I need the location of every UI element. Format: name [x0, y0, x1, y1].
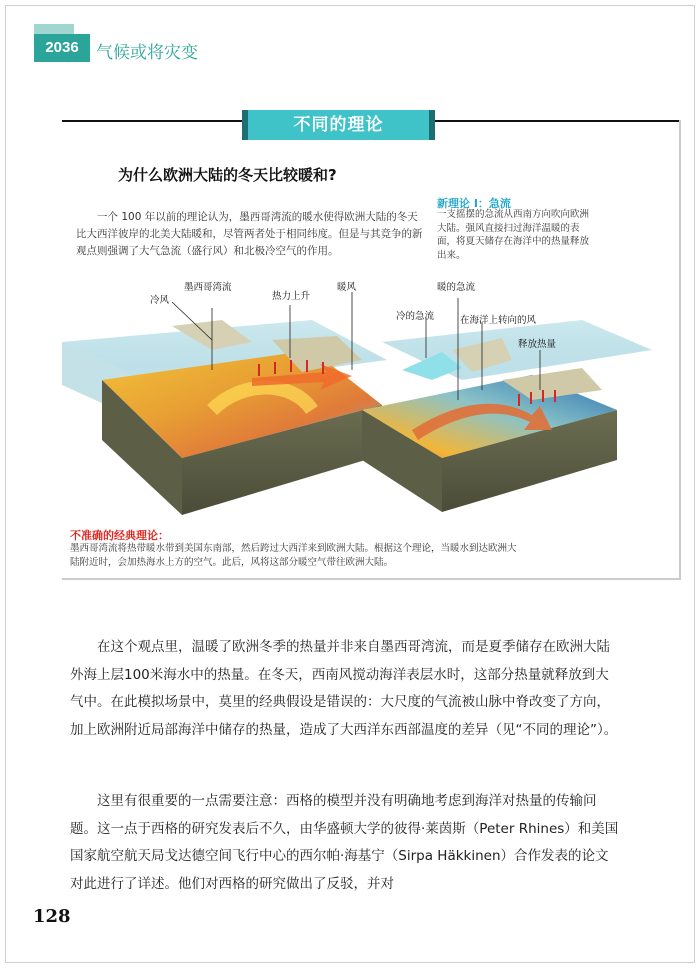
header-tab	[34, 24, 74, 34]
new-theory-title: 新理论 I：急流	[437, 197, 511, 210]
old-theory-text: 墨西哥湾流将热带暖水带到美国东南部，然后跨过大西洋来到欧洲大陆。根据这个理论，当暖水到达欧洲大陆附近时，会加热海水上方的空气。此后，风将这部分暖空气带往欧洲大陆。	[70, 543, 517, 568]
label-warm-wind: 暖风	[337, 282, 357, 293]
label-turning-wind: 在海洋上转向的风	[460, 315, 537, 326]
old-theory-title: 不准确的经典理论：	[70, 529, 169, 542]
left-block	[62, 292, 387, 515]
ocean-diagram-svg	[62, 280, 680, 520]
label-heat-rise: 热力上升	[272, 291, 311, 302]
body-paragraph-2: 这里有很重要的一点需要注意：西格的模型并没有明确地考虑到海洋对热量的传输问题。这一点于西格的研究发表后不久，由华盛顿大学的彼得·莱茵斯（Peter Rhines）和美国国家航空航天局戈达德空间飞行中心的西尔帕·海基宁（Sirpa Häkkinen）合作发表的论文对此进行了详述。他们对西格的研究做出了反驳，并对	[70, 793, 619, 892]
label-cold-jet: 冷的急流	[396, 311, 435, 322]
chapter-year: 2036	[34, 34, 90, 62]
ocean-diagram	[62, 280, 680, 520]
page-number: 128	[33, 906, 71, 927]
figure-shadow-bottom	[62, 578, 680, 580]
label-warm-jet: 暖的急流	[437, 282, 476, 293]
label-release-heat: 释放热量	[518, 339, 557, 350]
figure-question: 为什么欧洲大陆的冬天比较暖和?	[118, 166, 337, 184]
new-theory-text: 一支摇摆的急流从西南方向吹向欧洲大陆。强风直接扫过海洋温暖的表面，将夏天储存在海洋中的热量释放出来。	[437, 209, 590, 261]
label-cold-wind: 冷风	[150, 295, 170, 306]
chapter-title: 气候或将灾变	[96, 43, 198, 63]
label-gulf-stream: 墨西哥湾流	[184, 282, 232, 293]
right-block	[362, 298, 652, 512]
body-paragraph-1: 在这个观点里，温暖了欧洲冬季的热量并非来自墨西哥湾流，而是夏季储存在欧洲大陆外海上层100米海水中的热量。在冬天，西南风搅动海洋表层水时，这部分热量就释放到大气中。在此模拟场景中，莫里的经典假设是错误的：大尺度的气流被山脉中脊改变了方向，加上欧洲附近局部海洋中储存的热量，造成了大西洋东西部温度的差异（见“不同的理论”）。	[70, 639, 618, 738]
figure-intro: 一个 100 年以前的理论认为，墨西哥湾流的暖水使得欧洲大陆的冬天比大西洋彼岸的北美大陆暖和，尽管两者处于相同纬度。但是与其竞争的新观点则强调了大气急流（盛行风）和北极冷空气的作用。	[76, 211, 423, 257]
figure-banner: 不同的理论	[242, 110, 435, 140]
